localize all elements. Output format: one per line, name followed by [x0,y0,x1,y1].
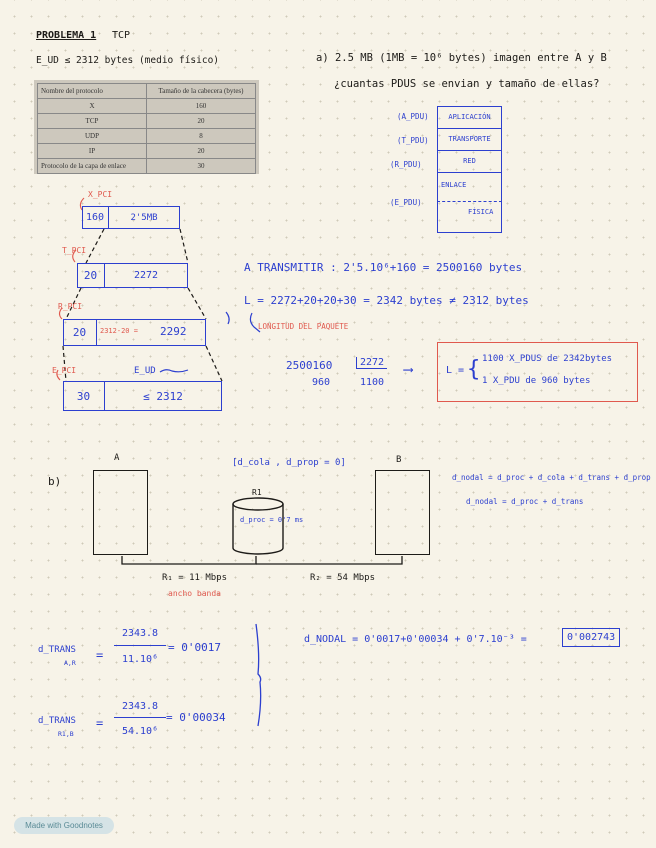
encap-data: 2272 [133,270,159,281]
layer-name: RED [463,157,476,165]
dtrans2-numerator: 2343.8 [121,701,159,712]
arrow-icon: ⟶ [404,362,413,378]
ud-label: E_UD [134,366,156,376]
dtrans2-denominator: 54.10⁶ [121,726,159,737]
division-dividend: 2500160 [286,359,333,372]
table-cell: 20 [146,114,255,129]
dtrans1-numerator: 2343.8 [121,628,159,639]
part-b-label: b) [48,475,62,488]
result-line1: 1100 X_PDUS de 2342bytes [482,354,613,364]
encap-header: 160 [85,212,105,223]
bandwidth-note: ancho banda [168,589,221,598]
question-a-line2: ¿cuantas PDUS se envian y tamaño de ellas? [334,78,600,90]
nodal-delay-calc: d_NODAL = 0'0017+0'00034 + 0'7.10⁻³ = [304,634,527,645]
dtrans1-sub: A,R [64,659,76,667]
encap-header: 20 [72,326,87,339]
table-cell: TCP [38,114,147,129]
encap-data: 2292 [160,325,187,338]
pci-label: T_PCI [62,246,87,255]
nodal-delay-result: 0'002743 [562,628,620,647]
encap-data: 2'5MB [130,212,158,223]
encap-header: 20 [83,269,98,282]
pci-label: R_PCI [58,302,83,311]
table-cell: 8 [146,129,255,144]
layer-pdu-label: (T_PDU) [397,136,429,145]
table-cell: Protocolo de la capa de enlace [38,159,147,174]
table-cell: IP [38,144,147,159]
pci-label: X_PCI [88,190,113,199]
dtrans2-label: d_TRANS [38,716,76,726]
layer-name: APLICACIÓN [448,113,491,121]
mtu-constraint: E_UD ≤ 2312 bytes (medio físico) [36,55,220,66]
dtrans1-denominator: 11.10⁶ [121,654,159,665]
node-a-label: A [114,453,120,463]
pci-label: E_PCI [52,366,77,375]
brace-icon: { [467,357,481,382]
layer-pdu-label: (R_PDU) [390,160,422,169]
table-header: Tamaño de la cabecera (bytes) [146,84,255,99]
protocol-label: TCP [112,30,131,41]
separator-bracket [248,620,268,730]
length-note: LONGITUD DEL PAQUETE [258,322,349,331]
nodal-delay-eq: d_nodal = d_proc + d_cola + d_trans + d_prop [452,473,651,482]
encap-note: 2312-20 = [100,327,138,335]
table-cell: 160 [146,99,255,114]
link-r1: R₁ = 11 Mbps [162,573,228,583]
zero-delays: [d_cola , d_prop = 0] [232,458,346,468]
table-cell: X [38,99,147,114]
packet-length-calc: L = 2272+20+20+30 = 2342 bytes ≠ 2312 bytes [244,294,529,307]
layer-name: TRANSPORTE [448,135,491,143]
node-b-label: B [396,455,402,465]
division-divisor: 2272 [356,357,387,369]
table-header: Nombre del protocolo [38,84,147,99]
table-cell: UDP [38,129,147,144]
router-label: R1 [252,488,262,497]
result-lhs: L = [446,365,465,376]
result-line2: 1 X_PDU de 960 bytes [482,376,591,386]
layer-pdu-label: (A_PDU) [397,112,429,121]
encap-data: ≤ 2312 [143,389,183,403]
division-remainder: 960 [312,377,331,388]
table-cell: 20 [146,144,255,159]
encap-header: 30 [76,389,91,403]
dtrans2-sub: R1,B [58,730,74,738]
dproc-value: d_proc = 0'7 ms [240,516,304,524]
question-a-line1: a) 2.5 MB (1MB = 10⁶ bytes) imagen entre A y B [316,52,607,64]
transmit-calc: A TRANSMITIR : 2'5.10⁶+160 = 2500160 bytes [244,261,523,274]
dtrans2-result: = 0'00034 [166,711,226,724]
dtrans1-label: d_TRANS [38,645,76,655]
problem-title: PROBLEMA 1 [36,30,97,41]
layer-name: FÍSICA [468,208,494,216]
goodnotes-badge: Made with Goodnotes [14,817,114,834]
table-cell: 30 [146,159,255,174]
layer-pdu-label: (E_PDU) [390,198,422,207]
link-r2: R₂ = 54 Mbps [310,573,376,583]
division-quotient: 1100 [360,377,385,388]
layer-name: ENLACE [441,181,467,189]
dtrans1-result: = 0'0017 [168,641,221,654]
nodal-delay-simplified: d_nodal = d_proc + d_trans [466,497,584,506]
